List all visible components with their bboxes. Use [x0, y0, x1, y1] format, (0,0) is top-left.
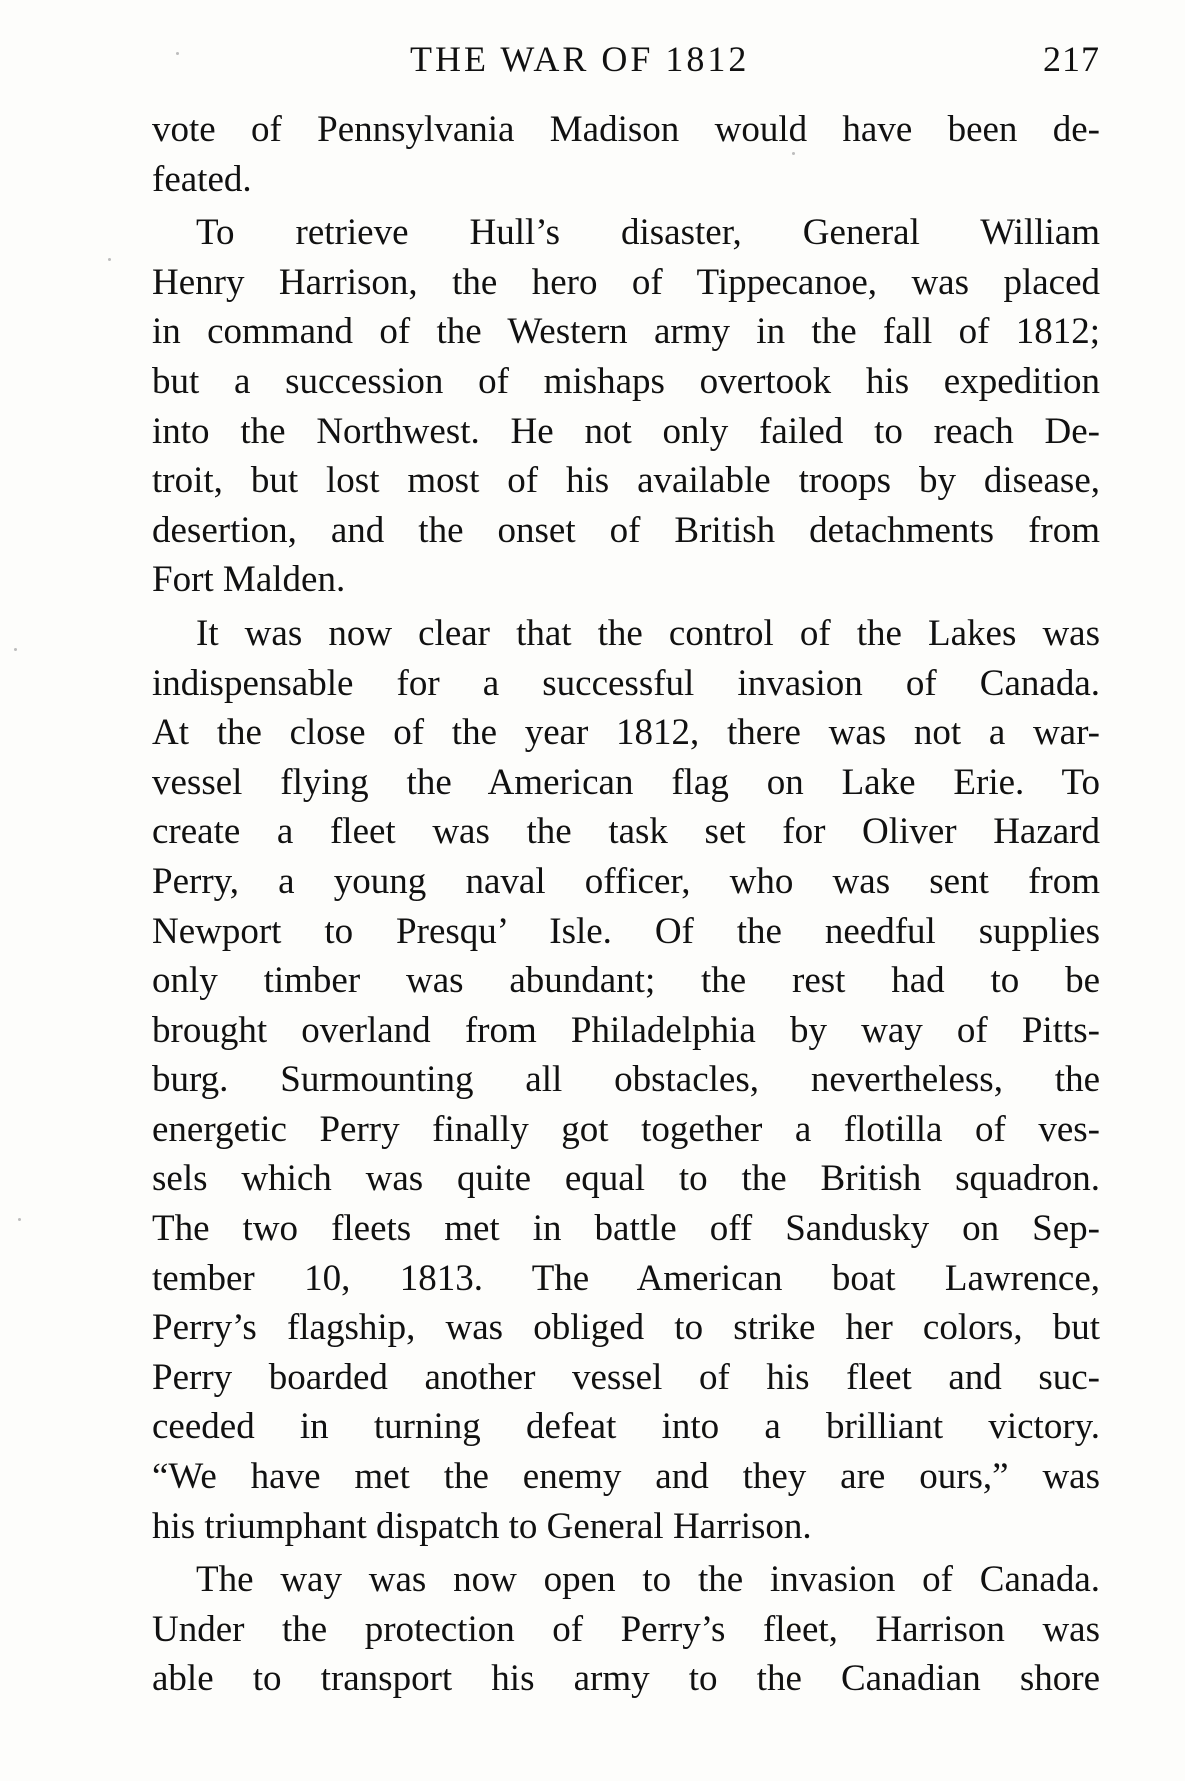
text-line: “We have met the enemy and they are ours,” was [152, 1456, 1100, 1498]
text-line: feated. [152, 158, 252, 200]
page-body [152, 105, 1100, 1704]
page-header [150, 38, 1100, 88]
text-line: The two fleets met in battle off Sandusky on Sep- [152, 1208, 1100, 1250]
text-line: brought overland from Philadelphia by way of Pitts- [152, 1009, 1100, 1051]
text-line: energetic Perry finally got together a flotilla of ves- [152, 1108, 1100, 1150]
print-speck [14, 648, 17, 651]
paragraph [152, 609, 1100, 1551]
text-line: burg. Surmounting all obstacles, nevertheless, the [152, 1059, 1100, 1101]
text-line: It was now clear that the control of the Lakes was [196, 612, 1100, 654]
text-line: vote of Pennsylvania Madison would have been de- [152, 109, 1100, 150]
paragraph [152, 105, 1100, 204]
text-line: Under the protection of Perry’s fleet, Harrison was [152, 1608, 1100, 1650]
paragraph [152, 208, 1100, 605]
print-speck [108, 258, 111, 261]
text-line: desertion, and the onset of British detachments from [152, 509, 1100, 551]
text-line: The way was now open to the invasion of Canada. [196, 1559, 1100, 1601]
text-line: create a fleet was the task set for Oliver Hazard [152, 811, 1100, 853]
text-line: troit, but lost most of his available troops by disease, [152, 460, 1100, 502]
text-line: Perry, a young naval officer, who was sent from [152, 860, 1100, 902]
print-speck [792, 152, 795, 155]
text-line: At the close of the year 1812, there was not a war- [152, 712, 1100, 754]
print-speck [18, 1218, 21, 1221]
text-line: vessel flying the American flag on Lake Erie. To [152, 761, 1100, 803]
print-speck [176, 52, 179, 55]
text-line: Perry boarded another vessel of his fleet and suc- [152, 1356, 1100, 1398]
page-number: 217 [1043, 39, 1100, 79]
text-line: only timber was abundant; the rest had to be [152, 960, 1100, 1002]
text-line: tember 10, 1813. The American boat Lawrence, [152, 1257, 1100, 1299]
text-line: To retrieve Hull’s disaster, General William [196, 212, 1100, 254]
text-line: Henry Harrison, the hero of Tippecanoe, was placed [152, 261, 1100, 303]
paragraph [152, 1555, 1100, 1704]
text-line: his triumphant dispatch to General Harrison. [152, 1505, 812, 1547]
text-line: but a succession of mishaps overtook his expedition [152, 360, 1100, 402]
text-line: into the Northwest. He not only failed to reach De- [152, 410, 1100, 452]
text-line: in command of the Western army in the fall of 1812; [152, 311, 1100, 353]
text-line: indispensable for a successful invasion of Canada. [152, 662, 1100, 704]
running-head: THE WAR OF 1812 [410, 39, 750, 79]
text-line: able to transport his army to the Canadian shore [152, 1658, 1100, 1700]
text-line: sels which was quite equal to the British squadron. [152, 1158, 1100, 1200]
text-line: Newport to Presqu’ Isle. Of the needful supplies [152, 910, 1100, 952]
text-line: ceeded in turning defeat into a brilliant victory. [152, 1406, 1100, 1448]
text-line: Perry’s flagship, was obliged to strike her colors, but [152, 1307, 1100, 1349]
text-line: Fort Malden. [152, 559, 346, 601]
